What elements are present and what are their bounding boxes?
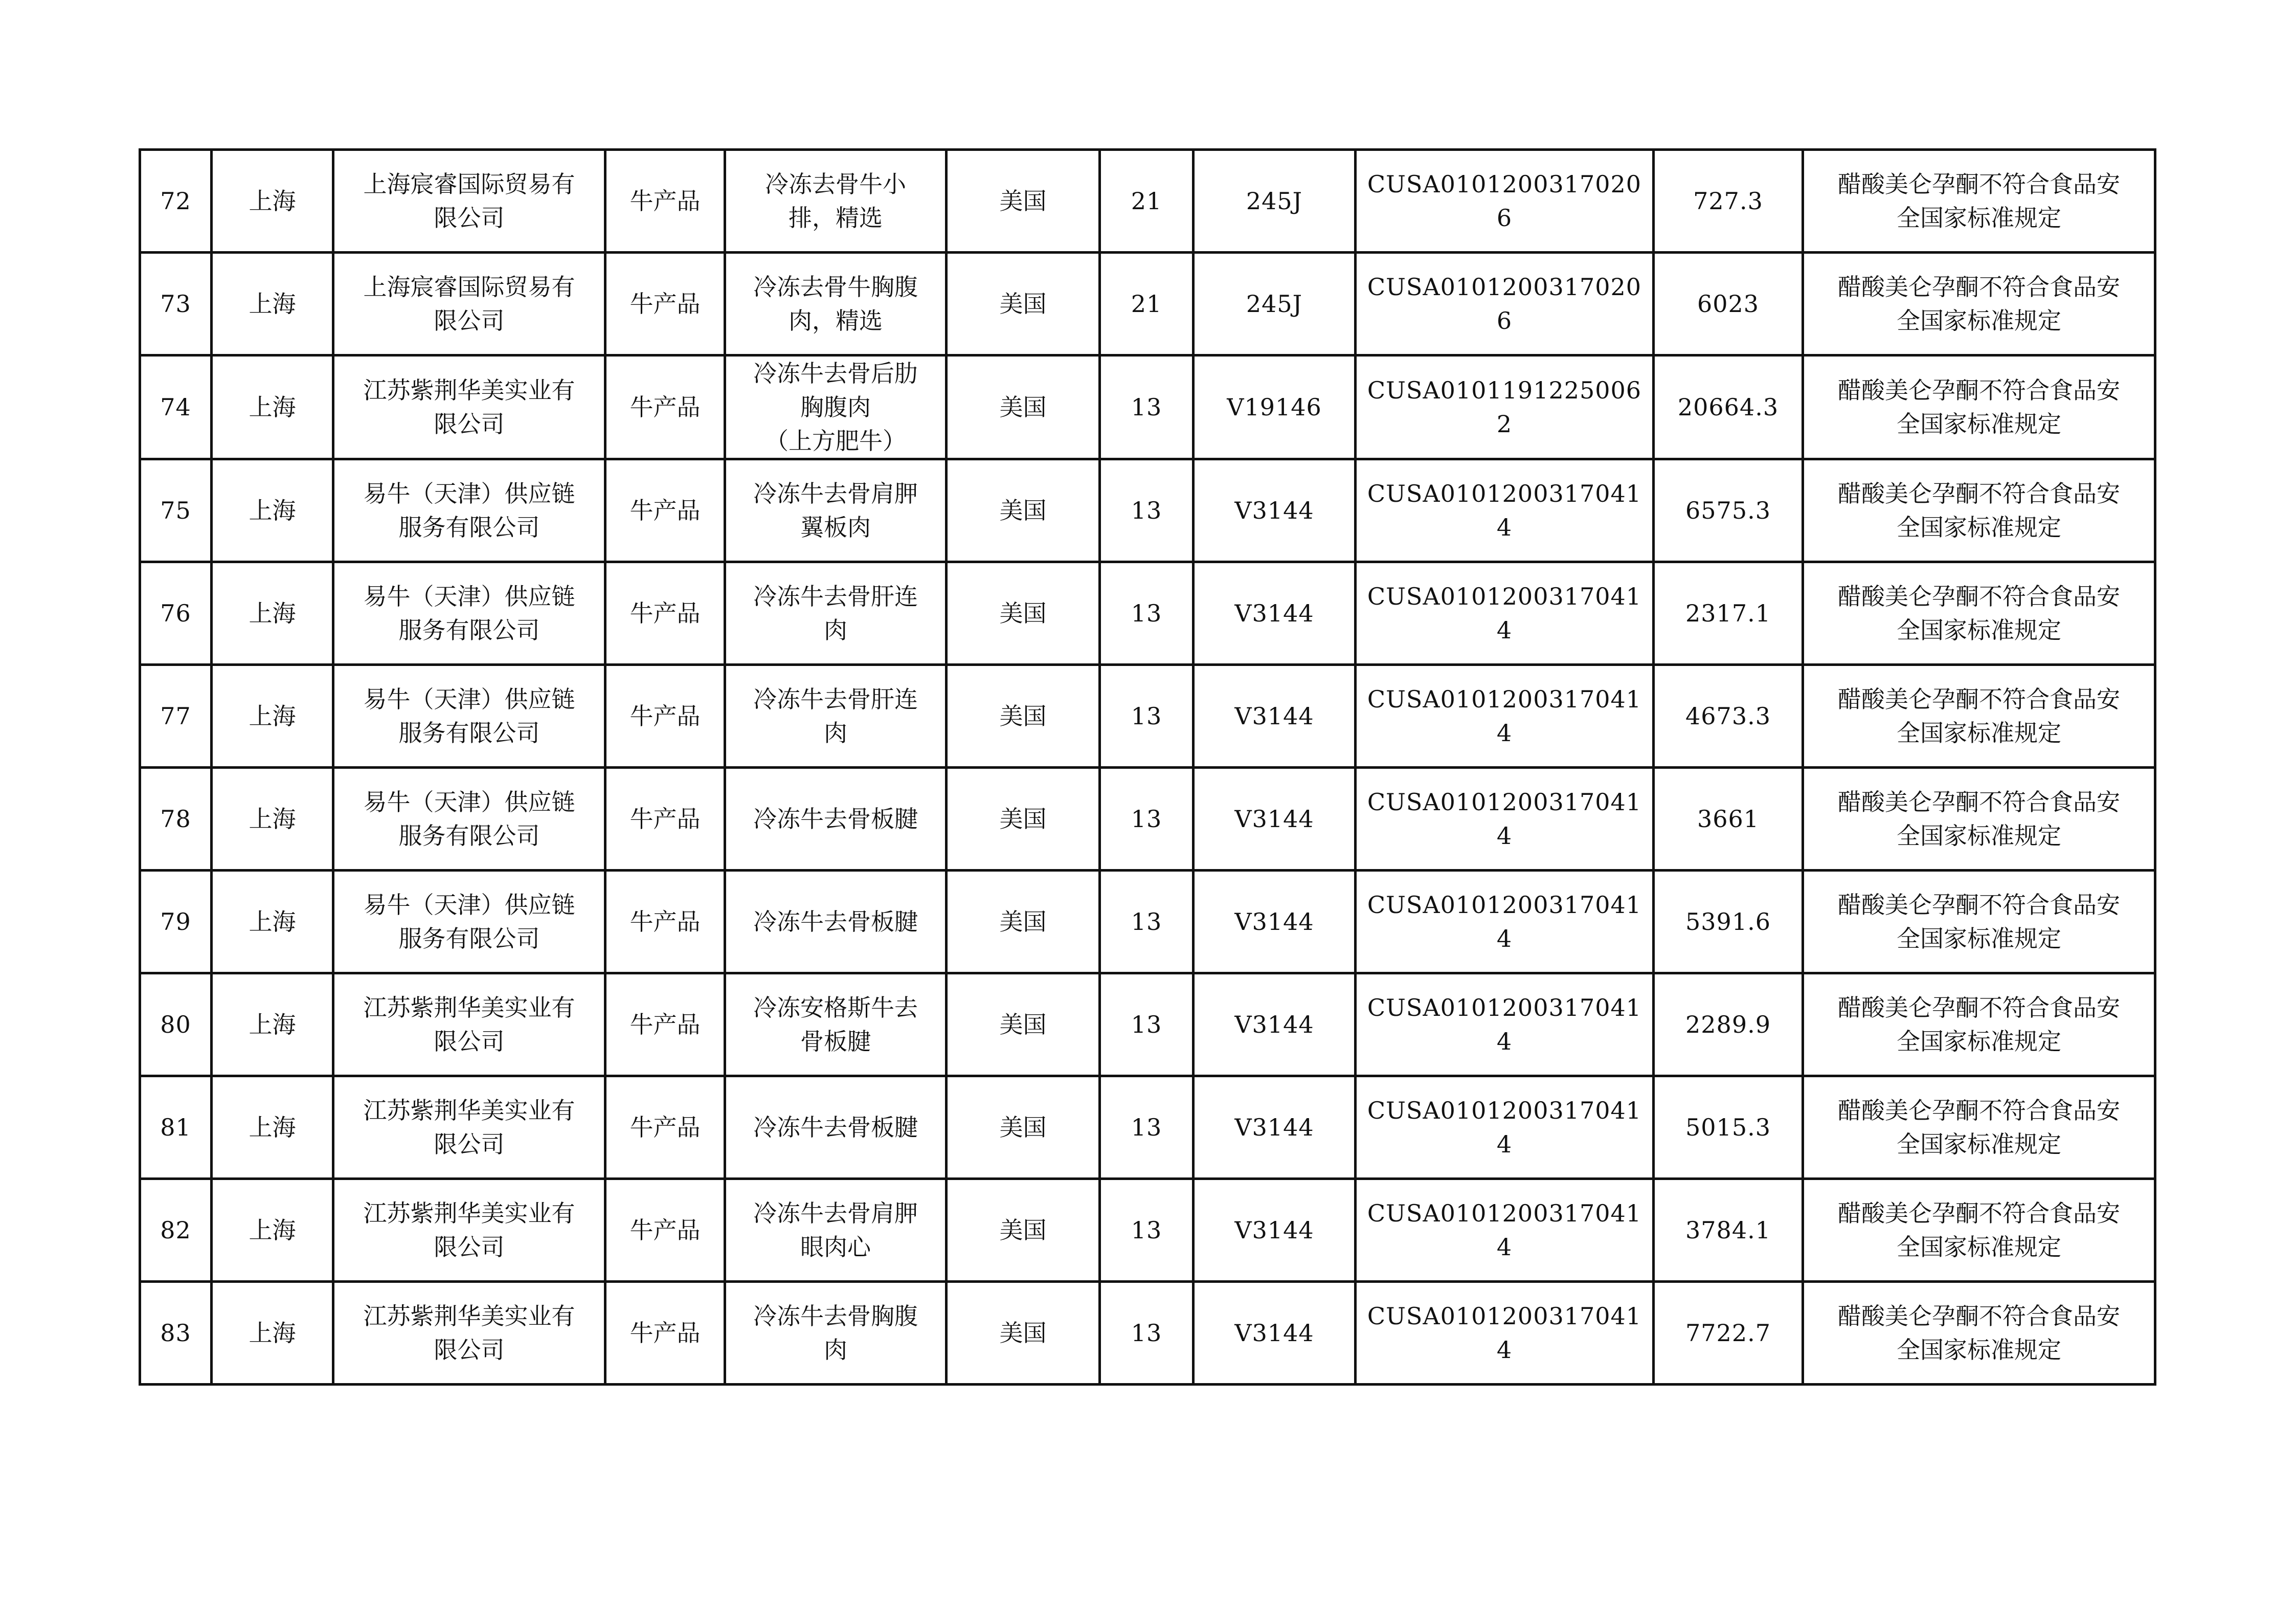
cell-reason-line: 醋酸美仑孕酮不符合食品安 bbox=[1838, 994, 2120, 1021]
cell-category: 牛产品 bbox=[605, 1076, 725, 1179]
cell-code: 13 bbox=[1100, 1282, 1194, 1385]
cell-company-line: 江苏紫荆华美实业有 bbox=[363, 1097, 575, 1124]
cell-reason bbox=[1803, 871, 2155, 973]
cell-row-number: 72 bbox=[140, 150, 212, 253]
cell-row-number: 77 bbox=[140, 665, 212, 768]
cell-company-line: 限公司 bbox=[434, 410, 505, 438]
cell-company bbox=[333, 768, 605, 871]
cell-company-line: 易牛（天津）供应链 bbox=[363, 891, 575, 919]
cell-reason bbox=[1803, 562, 2155, 665]
cell-region: 上海 bbox=[212, 150, 333, 253]
cell-reason-line: 全国家标准规定 bbox=[1897, 410, 2061, 438]
table-row bbox=[140, 150, 2155, 253]
cell-row-number: 73 bbox=[140, 253, 212, 355]
cell-region: 上海 bbox=[212, 562, 333, 665]
cell-product-line: 冷冻牛去骨板腱 bbox=[753, 805, 918, 833]
cell-weight: 5015.3 bbox=[1654, 1076, 1803, 1179]
cell-company-line: 限公司 bbox=[434, 1336, 505, 1364]
cell-code: 21 bbox=[1100, 253, 1194, 355]
cell-product bbox=[725, 665, 947, 768]
cell-reason-line: 醋酸美仑孕酮不符合食品安 bbox=[1838, 1097, 2120, 1124]
cell-company-line: 易牛（天津）供应链 bbox=[363, 685, 575, 713]
cell-reason-line: 醋酸美仑孕酮不符合食品安 bbox=[1838, 480, 2120, 507]
cell-company bbox=[333, 1179, 605, 1282]
cell-product bbox=[725, 459, 947, 562]
table-row bbox=[140, 1179, 2155, 1282]
cell-code: 13 bbox=[1100, 1076, 1194, 1179]
cell-product-line: 骨板腱 bbox=[800, 1028, 871, 1055]
cell-product bbox=[725, 1076, 947, 1179]
cell-reason-line: 醋酸美仑孕酮不符合食品安 bbox=[1838, 376, 2120, 404]
cell-plant-number: V3144 bbox=[1194, 973, 1356, 1076]
cell-country: 美国 bbox=[947, 665, 1100, 768]
cell-company-line: 限公司 bbox=[434, 1130, 505, 1158]
cell-code: 13 bbox=[1100, 355, 1194, 459]
cell-row-number: 76 bbox=[140, 562, 212, 665]
cell-reason-line: 全国家标准规定 bbox=[1897, 616, 2061, 644]
cell-country: 美国 bbox=[947, 253, 1100, 355]
cell-region: 上海 bbox=[212, 459, 333, 562]
cell-row-number: 80 bbox=[140, 973, 212, 1076]
cell-product-line: 肉 bbox=[824, 616, 847, 644]
cell-company-line: 易牛（天津）供应链 bbox=[363, 480, 575, 507]
cell-reason bbox=[1803, 1076, 2155, 1179]
cell-plant-number: V3144 bbox=[1194, 459, 1356, 562]
cell-reason bbox=[1803, 1179, 2155, 1282]
cell-declaration-number: CUSA01012003170206 bbox=[1356, 150, 1654, 253]
cell-declaration-number: CUSA01012003170414 bbox=[1356, 871, 1654, 973]
table-row bbox=[140, 1282, 2155, 1385]
cell-code: 13 bbox=[1100, 1179, 1194, 1282]
cell-product bbox=[725, 768, 947, 871]
cell-weight: 3661 bbox=[1654, 768, 1803, 871]
cell-product-line: 胸腹肉 bbox=[800, 393, 871, 421]
table-row bbox=[140, 253, 2155, 355]
cell-company-line: 限公司 bbox=[434, 307, 505, 335]
cell-reason bbox=[1803, 253, 2155, 355]
cell-region: 上海 bbox=[212, 355, 333, 459]
cell-category: 牛产品 bbox=[605, 665, 725, 768]
cell-row-number: 79 bbox=[140, 871, 212, 973]
cell-reason-line: 全国家标准规定 bbox=[1897, 307, 2061, 335]
cell-company bbox=[333, 1076, 605, 1179]
cell-product-line: 冷冻去骨牛小 bbox=[765, 170, 906, 198]
cell-reason-line: 全国家标准规定 bbox=[1897, 1130, 2061, 1158]
cell-reason-line: 醋酸美仑孕酮不符合食品安 bbox=[1838, 788, 2120, 816]
cell-category: 牛产品 bbox=[605, 1282, 725, 1385]
cell-weight: 3784.1 bbox=[1654, 1179, 1803, 1282]
cell-reason bbox=[1803, 355, 2155, 459]
cell-product-line: 冷冻牛去骨肝连 bbox=[753, 685, 918, 713]
cell-reason bbox=[1803, 768, 2155, 871]
cell-product bbox=[725, 1179, 947, 1282]
table-row bbox=[140, 768, 2155, 871]
cell-row-number: 82 bbox=[140, 1179, 212, 1282]
cell-product bbox=[725, 871, 947, 973]
cell-category: 牛产品 bbox=[605, 1179, 725, 1282]
cell-product bbox=[725, 150, 947, 253]
cell-declaration-number: CUSA01012003170414 bbox=[1356, 1076, 1654, 1179]
cell-product-line: 排，精选 bbox=[789, 204, 883, 232]
cell-region: 上海 bbox=[212, 1179, 333, 1282]
cell-code: 13 bbox=[1100, 562, 1194, 665]
cell-weight: 20664.3 bbox=[1654, 355, 1803, 459]
cell-reason-line: 醋酸美仑孕酮不符合食品安 bbox=[1838, 1199, 2120, 1227]
cell-plant-number: V19146 bbox=[1194, 355, 1356, 459]
cell-category: 牛产品 bbox=[605, 459, 725, 562]
cell-reason-line: 醋酸美仑孕酮不符合食品安 bbox=[1838, 891, 2120, 919]
cell-product-line: 肉，精选 bbox=[789, 307, 883, 335]
cell-declaration-number: CUSA01012003170414 bbox=[1356, 665, 1654, 768]
cell-company-line: 易牛（天津）供应链 bbox=[363, 788, 575, 816]
cell-plant-number: V3144 bbox=[1194, 562, 1356, 665]
cell-product-line: 冷冻牛去骨肝连 bbox=[753, 583, 918, 610]
cell-reason-line: 醋酸美仑孕酮不符合食品安 bbox=[1838, 1302, 2120, 1330]
cell-company-line: 限公司 bbox=[434, 1028, 505, 1055]
cell-company bbox=[333, 562, 605, 665]
cell-region: 上海 bbox=[212, 1282, 333, 1385]
cell-company bbox=[333, 871, 605, 973]
cell-code: 21 bbox=[1100, 150, 1194, 253]
cell-category: 牛产品 bbox=[605, 253, 725, 355]
cell-company bbox=[333, 665, 605, 768]
cell-region: 上海 bbox=[212, 973, 333, 1076]
cell-country: 美国 bbox=[947, 1282, 1100, 1385]
cell-category: 牛产品 bbox=[605, 768, 725, 871]
cell-reason-line: 全国家标准规定 bbox=[1897, 925, 2061, 952]
cell-company bbox=[333, 150, 605, 253]
cell-declaration-number: CUSA01011912250062 bbox=[1356, 355, 1654, 459]
table-body bbox=[140, 150, 2155, 1385]
cell-code: 13 bbox=[1100, 665, 1194, 768]
cell-product bbox=[725, 355, 947, 459]
cell-product bbox=[725, 253, 947, 355]
cell-company-line: 限公司 bbox=[434, 204, 505, 232]
cell-declaration-number: CUSA01012003170414 bbox=[1356, 562, 1654, 665]
cell-reason-line: 醋酸美仑孕酮不符合食品安 bbox=[1838, 685, 2120, 713]
cell-product-line: 冷冻去骨牛胸腹 bbox=[753, 273, 918, 301]
cell-row-number: 81 bbox=[140, 1076, 212, 1179]
cell-category: 牛产品 bbox=[605, 871, 725, 973]
cell-region: 上海 bbox=[212, 768, 333, 871]
cell-plant-number: V3144 bbox=[1194, 768, 1356, 871]
cell-row-number: 78 bbox=[140, 768, 212, 871]
cell-declaration-number: CUSA01012003170414 bbox=[1356, 1179, 1654, 1282]
cell-company-line: 服务有限公司 bbox=[398, 822, 540, 850]
cell-product-line: 冷冻牛去骨板腱 bbox=[753, 908, 918, 936]
table-row bbox=[140, 562, 2155, 665]
cell-company bbox=[333, 1282, 605, 1385]
cell-country: 美国 bbox=[947, 1076, 1100, 1179]
cell-country: 美国 bbox=[947, 150, 1100, 253]
cell-category: 牛产品 bbox=[605, 562, 725, 665]
cell-weight: 2289.9 bbox=[1654, 973, 1803, 1076]
cell-plant-number: 245J bbox=[1194, 150, 1356, 253]
table-row bbox=[140, 973, 2155, 1076]
cell-country: 美国 bbox=[947, 973, 1100, 1076]
table-row bbox=[140, 665, 2155, 768]
cell-reason-line: 全国家标准规定 bbox=[1897, 719, 2061, 747]
cell-weight: 6023 bbox=[1654, 253, 1803, 355]
cell-reason-line: 醋酸美仑孕酮不符合食品安 bbox=[1838, 583, 2120, 610]
cell-company-line: 江苏紫荆华美实业有 bbox=[363, 376, 575, 404]
cell-region: 上海 bbox=[212, 253, 333, 355]
cell-product-line: 冷冻牛去骨肩胛 bbox=[753, 480, 918, 507]
cell-plant-number: V3144 bbox=[1194, 665, 1356, 768]
cell-company-line: 服务有限公司 bbox=[398, 616, 540, 644]
cell-country: 美国 bbox=[947, 459, 1100, 562]
cell-code: 13 bbox=[1100, 768, 1194, 871]
cell-company-line: 限公司 bbox=[434, 1233, 505, 1261]
cell-reason-line: 全国家标准规定 bbox=[1897, 1028, 2061, 1055]
cell-weight: 4673.3 bbox=[1654, 665, 1803, 768]
cell-declaration-number: CUSA01012003170414 bbox=[1356, 768, 1654, 871]
cell-region: 上海 bbox=[212, 665, 333, 768]
table-row bbox=[140, 459, 2155, 562]
cell-reason-line: 全国家标准规定 bbox=[1897, 514, 2061, 541]
cell-product bbox=[725, 1282, 947, 1385]
cell-category: 牛产品 bbox=[605, 973, 725, 1076]
cell-product-line: 冷冻牛去骨肩胛 bbox=[753, 1199, 918, 1227]
cell-country: 美国 bbox=[947, 871, 1100, 973]
cell-reason bbox=[1803, 459, 2155, 562]
cell-region: 上海 bbox=[212, 871, 333, 973]
cell-row-number: 83 bbox=[140, 1282, 212, 1385]
cell-company bbox=[333, 355, 605, 459]
cell-reason-line: 全国家标准规定 bbox=[1897, 204, 2061, 232]
cell-weight: 5391.6 bbox=[1654, 871, 1803, 973]
cell-product-line: 冷冻安格斯牛去 bbox=[753, 994, 918, 1021]
cell-product-line: 肉 bbox=[824, 719, 847, 747]
cell-weight: 727.3 bbox=[1654, 150, 1803, 253]
cell-category: 牛产品 bbox=[605, 355, 725, 459]
cell-product-line: （上方肥牛） bbox=[765, 427, 906, 455]
cell-plant-number: V3144 bbox=[1194, 871, 1356, 973]
cell-reason bbox=[1803, 973, 2155, 1076]
cell-code: 13 bbox=[1100, 973, 1194, 1076]
table-row bbox=[140, 1076, 2155, 1179]
cell-plant-number: V3144 bbox=[1194, 1179, 1356, 1282]
cell-region: 上海 bbox=[212, 1076, 333, 1179]
cell-company-line: 服务有限公司 bbox=[398, 514, 540, 541]
cell-reason-line: 全国家标准规定 bbox=[1897, 822, 2061, 850]
cell-reason bbox=[1803, 1282, 2155, 1385]
cell-company bbox=[333, 459, 605, 562]
cell-reason-line: 全国家标准规定 bbox=[1897, 1336, 2061, 1364]
cell-plant-number: 245J bbox=[1194, 253, 1356, 355]
cell-company-line: 上海宸睿国际贸易有 bbox=[363, 273, 575, 301]
cell-company-line: 服务有限公司 bbox=[398, 719, 540, 747]
cell-reason-line: 全国家标准规定 bbox=[1897, 1233, 2061, 1261]
cell-weight: 6575.3 bbox=[1654, 459, 1803, 562]
cell-country: 美国 bbox=[947, 562, 1100, 665]
cell-product-line: 冷冻牛去骨板腱 bbox=[753, 1114, 918, 1141]
cell-product-line: 冷冻牛去骨后肋 bbox=[753, 360, 918, 387]
cell-company-line: 江苏紫荆华美实业有 bbox=[363, 1199, 575, 1227]
cell-code: 13 bbox=[1100, 871, 1194, 973]
cell-product-line: 冷冻牛去骨胸腹 bbox=[753, 1302, 918, 1330]
cell-weight: 7722.7 bbox=[1654, 1282, 1803, 1385]
cell-product-line: 眼肉心 bbox=[800, 1233, 871, 1261]
cell-declaration-number: CUSA01012003170206 bbox=[1356, 253, 1654, 355]
cell-company-line: 服务有限公司 bbox=[398, 925, 540, 952]
cell-declaration-number: CUSA01012003170414 bbox=[1356, 459, 1654, 562]
table-row bbox=[140, 355, 2155, 459]
cell-reason-line: 醋酸美仑孕酮不符合食品安 bbox=[1838, 170, 2120, 198]
cell-row-number: 75 bbox=[140, 459, 212, 562]
cell-company-line: 江苏紫荆华美实业有 bbox=[363, 994, 575, 1021]
cell-reason-line: 醋酸美仑孕酮不符合食品安 bbox=[1838, 273, 2120, 301]
cell-reason bbox=[1803, 150, 2155, 253]
cell-code: 13 bbox=[1100, 459, 1194, 562]
cell-company bbox=[333, 973, 605, 1076]
cell-country: 美国 bbox=[947, 1179, 1100, 1282]
cell-plant-number: V3144 bbox=[1194, 1076, 1356, 1179]
cell-product-line: 肉 bbox=[824, 1336, 847, 1364]
cell-declaration-number: CUSA01012003170414 bbox=[1356, 973, 1654, 1076]
cell-country: 美国 bbox=[947, 768, 1100, 871]
cell-category: 牛产品 bbox=[605, 150, 725, 253]
cell-declaration-number: CUSA01012003170414 bbox=[1356, 1282, 1654, 1385]
cell-plant-number: V3144 bbox=[1194, 1282, 1356, 1385]
data-table bbox=[139, 148, 2156, 1386]
cell-product bbox=[725, 562, 947, 665]
cell-company-line: 江苏紫荆华美实业有 bbox=[363, 1302, 575, 1330]
table-row bbox=[140, 871, 2155, 973]
cell-product-line: 翼板肉 bbox=[800, 514, 871, 541]
cell-product bbox=[725, 973, 947, 1076]
cell-company-line: 上海宸睿国际贸易有 bbox=[363, 170, 575, 198]
cell-company bbox=[333, 253, 605, 355]
cell-country: 美国 bbox=[947, 355, 1100, 459]
cell-weight: 2317.1 bbox=[1654, 562, 1803, 665]
cell-reason bbox=[1803, 665, 2155, 768]
cell-company-line: 易牛（天津）供应链 bbox=[363, 583, 575, 610]
cell-row-number: 74 bbox=[140, 355, 212, 459]
